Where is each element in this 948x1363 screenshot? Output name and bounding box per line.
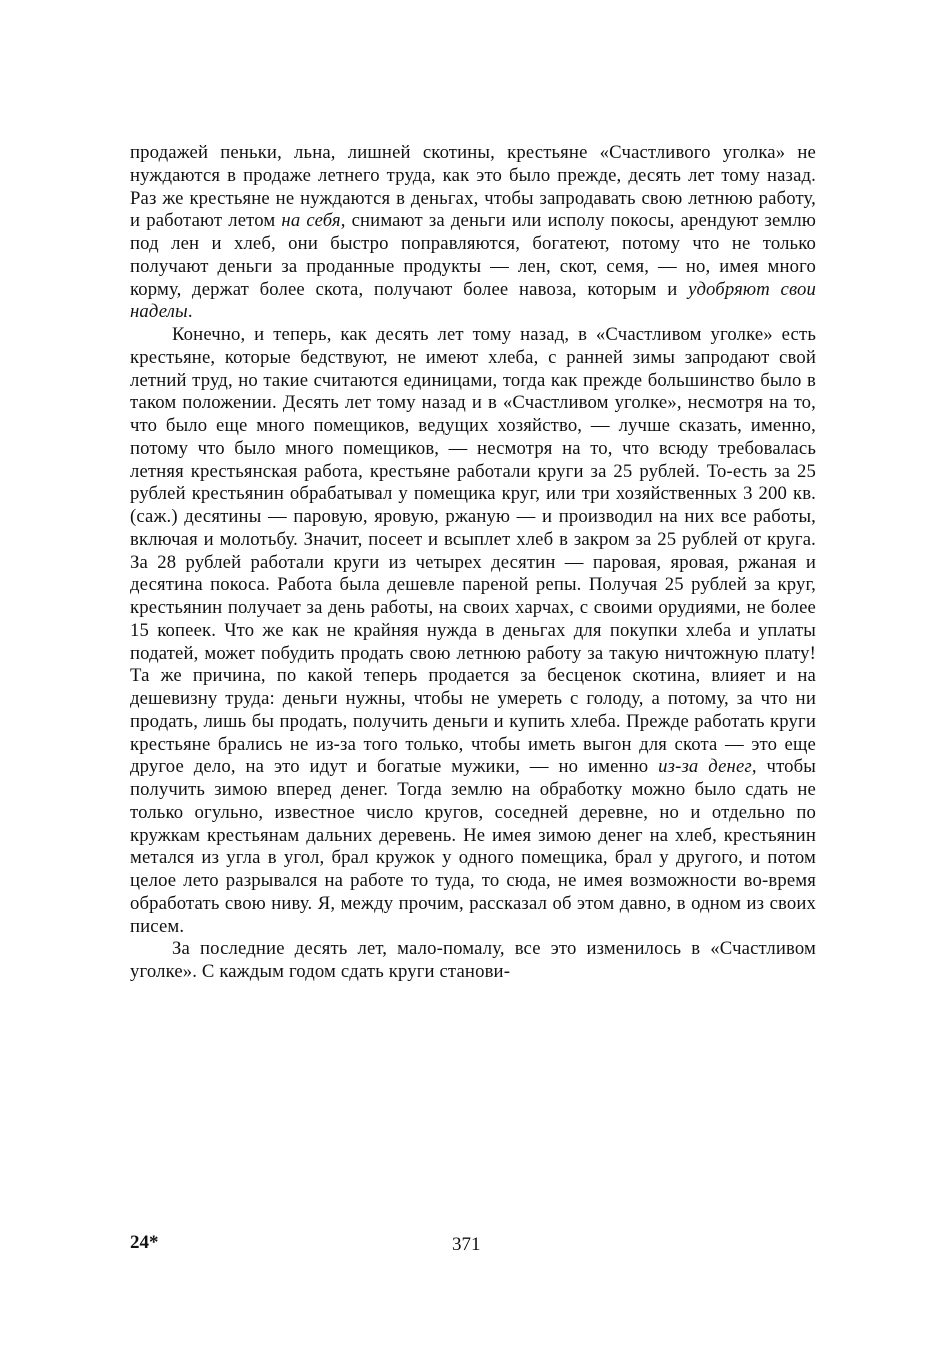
italic-phrase: удобряют свои наделы	[130, 278, 816, 323]
text-run: .	[187, 301, 193, 323]
text-run: , снимают за деньги или исполу покосы, арендуют землю под лен и хлеб, они быстро поправляются, богатеют, потому что не только получают деньги за проданные продукты — лен, скот, семя, — но, имея много корму, держат более скота, получают более навоза, которым и	[130, 210, 816, 300]
italic-phrase: из-за денег	[658, 756, 752, 778]
signature-mark: 24*	[130, 1232, 159, 1253]
text-run: Конечно, и теперь, как десять лет тому назад, в «Счастливом уголке» есть крестьяне, которые бедствуют, не имеют хлеба, с ранней зимы запродают свой летний труд, но такие считаются единицами, тогда как прежде большинство было в таком положении. Десять лет тому назад и в «Счастливом уголке», несмотря на то, что было еще много помещиков, ведущих хозяйство, — лучше сказать, именно, потому что было много помещиков, — несмотря на то, что всюду требовалась летняя крестьянская работа, крестьяне работали круги за 25 рублей. То-есть за 25 рублей крестьянин обрабатывал у помещика круг, или три хозяйственных 3 200 кв. (саж.) десятины — паровую, яровую, ржаную — и производил на них все работы, включая и молотьбу. Значит, посеет и всыплет хлеб в закром за 25 рублей от круга. За 28 рублей работали круги из четырех десятин — паровая, яровая, ржаная и десятина покоса. Работа была дешевле пареной репы. Получая 25 рублей за круг, крестьянин получает за день работы, на своих харчах, с своими орудиями, не более 15 копеек. Что же как не крайняя нужда в деньгах для покупки хлеба и уплаты податей, может побудить продать свою летнюю работу за такую ничтожную плату! Та же причина, по какой теперь продается за бесценок скотина, влияет и на дешевизну труда: деньги нужны, чтобы не умереть с голоду, а потому, за что ни продать, лишь бы продать, получить деньги и купить хлеба. Прежде работать круги крестьяне брались не из-за того только, чтобы иметь выгон для скота — это еще другое дело, на это идут и богатые мужики, — но именно	[130, 324, 816, 778]
text-run: , чтобы получить зимою вперед денег. Тогда землю на обработку можно было сдать не только огульно, известное число кругов, соседней деревне, но и отдельно по кружкам крестьянам дальних деревень. Не имея зимою денег на хлеб, крестьянин метался из угла в угол, брал кружок у одного помещика, брал у другого, и потом целое лето разрывался на работе то туда, то сюда, не имея возможности во-время обработать свою ниву. Я, между прочим, рассказал об этом давно, в одном из своих писем.	[130, 756, 817, 937]
paragraph-1	[130, 142, 816, 324]
text-run: продажей пеньки, льна, лишней скотины, крестьяне «Счастливого уголка» не нуждаются в продаже летнего труда, как это было прежде, десять лет тому назад. Раз же крестьяне не нуждаются в деньгах, чтобы запродавать свою летнюю работу, и работают летом	[130, 142, 816, 232]
paragraph-3	[130, 938, 816, 984]
paragraph-2	[130, 324, 816, 938]
page-number: 371	[452, 1234, 481, 1255]
italic-phrase: на себя	[281, 210, 341, 232]
text-run: За последние десять лет, мало-помалу, все это изменилось в «Счастливом уголке». С каждым годом сдать круги станови-	[130, 938, 816, 982]
text-column	[130, 142, 816, 984]
